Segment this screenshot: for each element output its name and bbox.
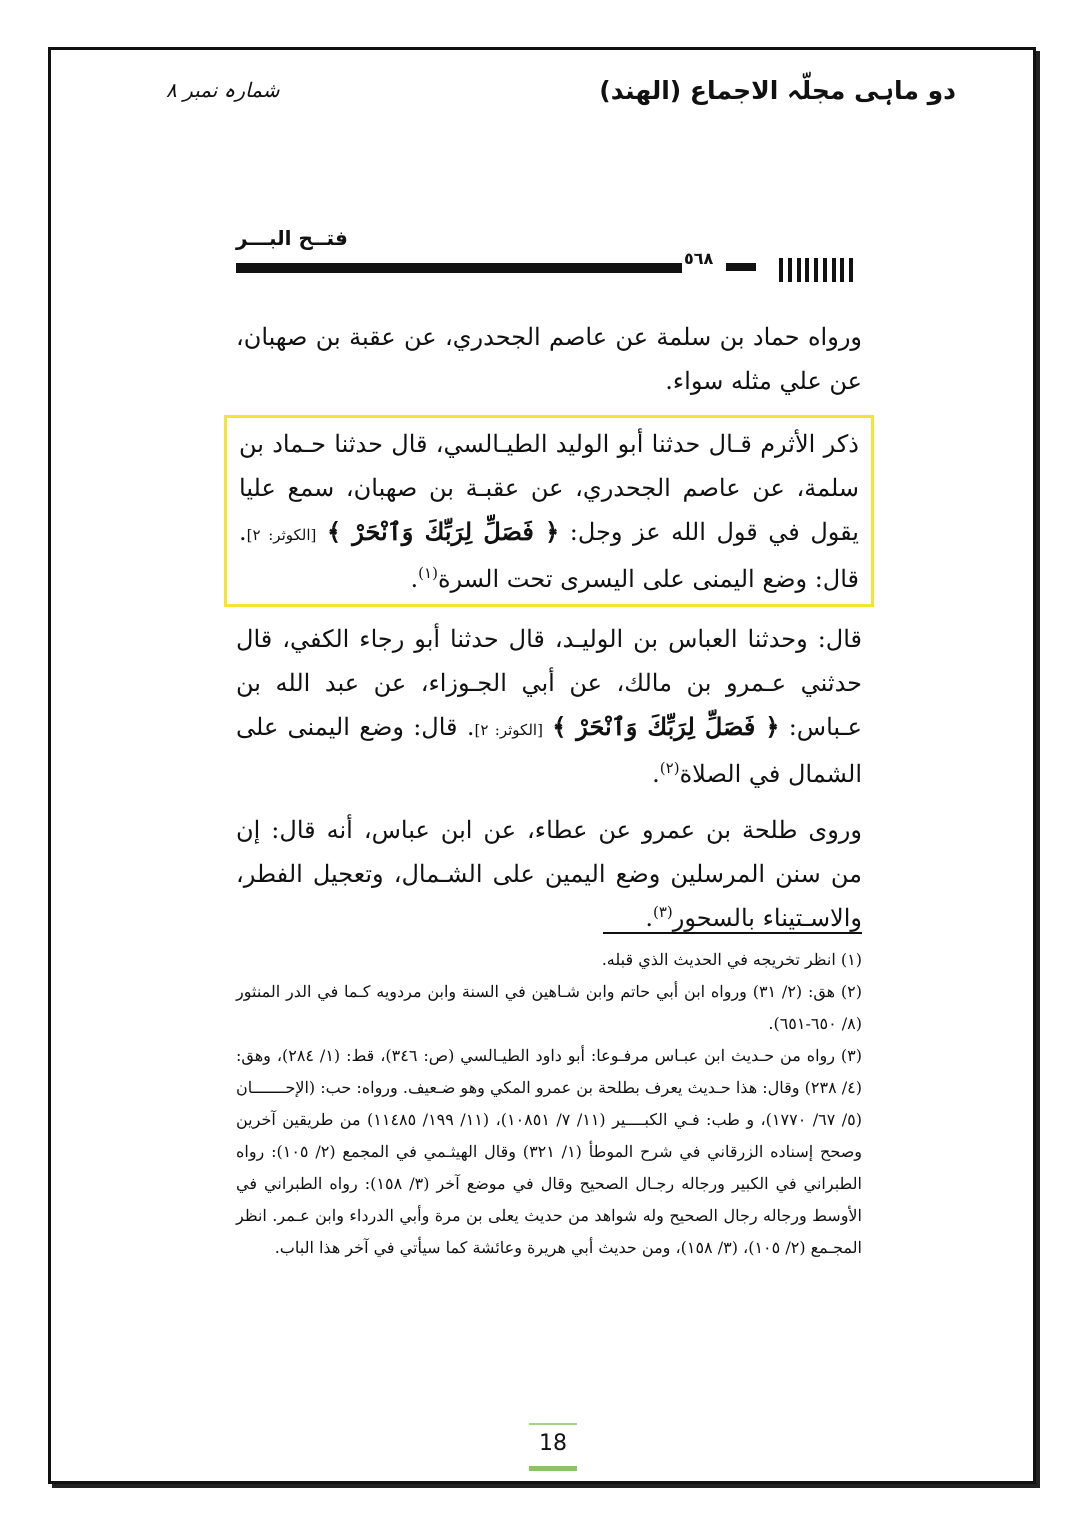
book-header bbox=[236, 224, 856, 289]
footnote-1: (١) انظر تخريجه في الحديث الذي قبله. bbox=[601, 950, 862, 969]
highlighted-paragraph: ذكر الأثرم قـال حدثنا أبو الوليد الطيـالسي، قال حدثنا حـماد بن سلمة، عن عاصم الجحدري، عن عقبـة بن صهبان، سمع عليا يقول في قول الله عز وجل: ﴿ فَصَلِّ لِرَبِّكَ وَٱنْحَرْ ﴾ [الكوثر: ٢]. قال: وضع اليمنى على اليسرى تحت السرة$^{(١)}$. bbox=[224, 415, 874, 607]
verse-citation: [الكوثر: ٢] bbox=[474, 721, 543, 739]
journal-title: دو ماہی مجلّہ الاجماع (الھند) bbox=[599, 76, 956, 105]
paragraph-4: وروى طلحة بن عمرو عن عطاء، عن ابن عباس، أنه قال: إن من سنن المرسلين وضع اليمين على الشـمال، وتعجيل الفطر، والاسـتيناء بالسحور$^{(٣)}$. bbox=[236, 816, 862, 932]
paragraph-3: قال: وحدثنا العباس بن الوليـد، قال حدثنا أبو رجاء الكفي، قال حدثني عـمرو بن مالك، عن أبي الجـوزاء، عن عبد الله بن عـباس: ﴿ فَصَلِّ لِرَبِّكَ وَٱنْحَرْ ﴾ [الكوثر: ٢]. قال: وضع اليمنى على الشمال في الصلاة$^{(٢)}$. bbox=[236, 625, 863, 788]
footnotes bbox=[236, 944, 862, 1264]
paragraph-3-text: قال: وحدثنا العباس بن الوليـد، قال حدثنا أبو رجاء الكفي، قال حدثني عـمرو بن مالك، عن أبي الجـوزاء، عن عبد الله بن عـباس: bbox=[236, 625, 863, 741]
verse-citation: [الكوثر: ٢] bbox=[246, 526, 317, 544]
page-number-block bbox=[529, 1423, 577, 1473]
quran-verse: ﴿ فَصَلِّ لِرَبِّكَ وَٱنْحَرْ ﴾ bbox=[326, 517, 560, 546]
footnote-ref: (٢) bbox=[659, 759, 680, 777]
main-text bbox=[236, 315, 862, 952]
paragraph-1: ورواه حماد بن سلمة عن عاصم الجحدري، عن عقبة بن صهبان، عن علي مثله سواء. bbox=[236, 323, 862, 395]
footnote-ref: (١) bbox=[418, 564, 438, 582]
header-rule bbox=[236, 263, 682, 273]
paragraph-2-text: ذكر الأثرم قـال حدثنا أبو الوليد الطيـالسي، قال حدثنا حـماد بن سلمة، عن عاصم الجحدري، عن عقبـة بن صهبان، سمع عليا يقول في قول الله عز وجل: bbox=[239, 430, 860, 546]
page-number-bottom-line bbox=[529, 1466, 577, 1471]
footnote-separator bbox=[603, 932, 862, 934]
page-header bbox=[48, 74, 1036, 114]
quran-verse: ﴿ فَصَلِّ لِرَبِّكَ وَٱنْحَرْ ﴾ bbox=[552, 712, 780, 741]
paragraph-3-end: . قال: وضع اليمنى على الشمال في الصلاة bbox=[236, 713, 862, 788]
footnote-ref: (٣) bbox=[652, 903, 673, 921]
decorative-bars bbox=[779, 258, 853, 282]
book-page-number: ٥٦٨ bbox=[684, 249, 714, 268]
page-number: 18 bbox=[539, 1431, 567, 1456]
header-short-rule bbox=[726, 263, 756, 271]
issue-number: شمارہ نمبر ۸ bbox=[166, 78, 280, 102]
paragraph-4-text: وروى طلحة بن عمرو عن عطاء، عن ابن عباس، أنه قال: إن من سنن المرسلين وضع اليمين على الشـمال، وتعجيل الفطر، والاسـتيناء بالسحور bbox=[236, 816, 862, 932]
book-title: فتــح البـــر bbox=[236, 226, 348, 250]
paragraph-2-end: . قال: وضع اليمنى على اليسرى تحت السرة bbox=[239, 518, 859, 593]
footnote-2: (٢) هق: (٢/ ٣١) ورواه ابن أبي حاتم وابن شـاهين في السنة وابن مردويه كـما في الدر المنثور (٨/ ٦٥٠-٦٥١). bbox=[236, 982, 862, 1033]
footnote-3: (٣) رواه من حـديث ابن عبـاس مرفـوعا: أبو داود الطيـالسي (ص: ٣٤٦)، قط: (١/ ٢٨٤)، وهق: (٤/ ٢٣٨) وقال: هذا حـديث يعرف بطلحة بن عمرو المكي وهو ضـعيف. ورواه: حب: (الإحـــــــان (٥/ ٦٧/ ١٧٧٠)، و طب: فـي الكبــــير (١١/ ٧/ ١٠٨٥١)، (١١/ ١٩٩/ ١١٤٨٥) من طريقين آخرين وصحح إسناده الزرقاني في شرح الموطأ (١/ ٣٢١) وقال الهيثـمي في المجمع (٢/ ١٠٥): رواه الطبراني في الكبير ورجاله رجـال الصحيح وقال في موضع آخر (٣/ ١٥٨): رواه الطبراني في الأوسط ورجاله رجال الصحيح وله شواهد من حديث يعلى بن مرة وأبي الدرداء وابن عـمر. انظر المجـمع (٢/ ١٠٥)، (٣/ ١٥٨)، ومن حديث أبي هريرة وعائشة كما سيأتي في آخر هذا الباب. bbox=[236, 1046, 863, 1257]
